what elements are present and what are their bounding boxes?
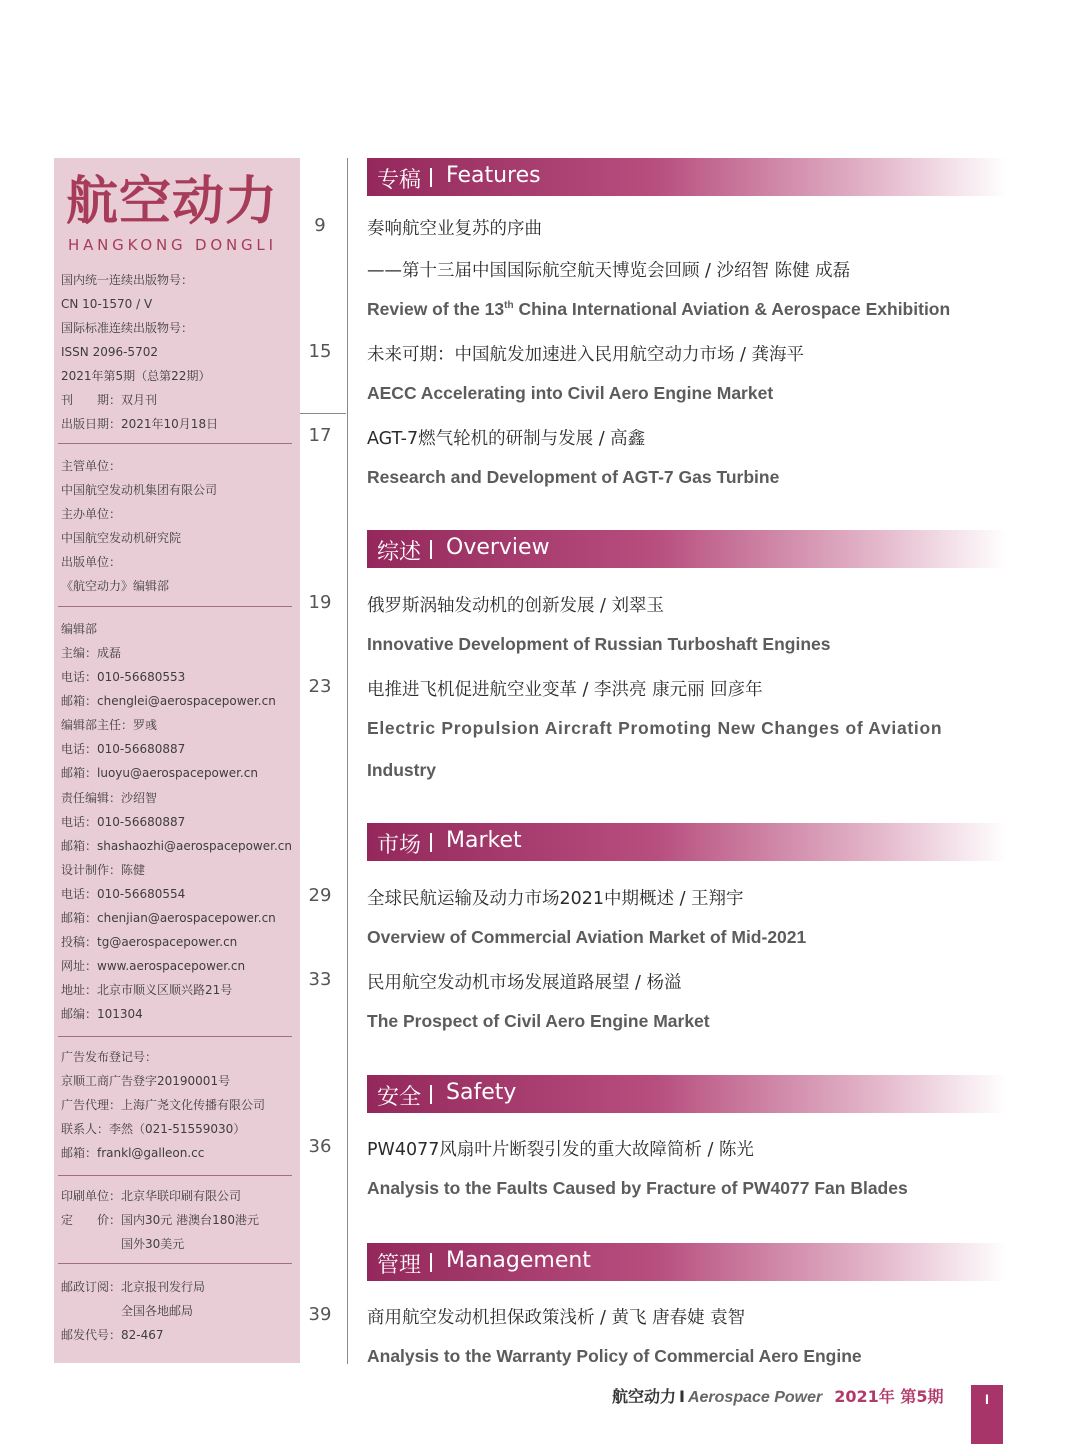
article-title-en[interactable]: AECC Accelerating into Civil Aero Engine Market	[367, 383, 774, 403]
section-title-separator	[430, 833, 432, 852]
toc-page-number: 19	[308, 592, 332, 613]
publisher-info-line: 中国航空发动机集团有限公司	[61, 483, 218, 497]
article-title-en[interactable]: Analysis to the Faults Caused by Fracture of PW4077 Fan Blades	[367, 1178, 908, 1198]
article-subtitle-zh[interactable]: ——第十三届中国国际航空航天博览会回顾 / 沙绍智 陈健 成磊	[367, 261, 851, 281]
article-title-en[interactable]: Innovative Development of Russian Turboshaft Engines	[367, 634, 831, 654]
section-title-separator	[430, 168, 432, 187]
article-title-zh[interactable]: AGT-7燃气轮机的研制与发展 / 高鑫	[367, 429, 646, 449]
section-title-zh: 专稿	[377, 168, 422, 193]
section-title-separator	[430, 1253, 432, 1272]
publication-info-line: 国际标准连续出版物号：	[61, 321, 194, 335]
section-title-zh: 市场	[377, 833, 422, 858]
magazine-logo-pinyin: HANGKONG DONGLI	[68, 236, 277, 254]
publisher-info-line: 出版单位：	[61, 555, 122, 569]
page-footer	[612, 1384, 944, 1408]
ordinal-suffix: th	[504, 300, 514, 312]
sidebar-divider	[58, 443, 292, 444]
printing-info-line: 印刷单位：北京华联印刷有限公司	[61, 1189, 242, 1203]
footer-magazine-name: 航空动力	[612, 1387, 677, 1406]
section-header-overview	[367, 530, 1007, 568]
publication-info-line: 刊 期：双月刊	[61, 393, 158, 407]
advertising-info-line: 广告代理：上海广尧文化传播有限公司	[61, 1098, 266, 1112]
sidebar-divider	[58, 1036, 292, 1037]
article-title-zh[interactable]: 商用航空发动机担保政策浅析 / 黄飞 唐春婕 袁智	[367, 1308, 746, 1328]
editorial-info-line: 电话：010-56680554	[61, 887, 186, 901]
article-title-en-continued[interactable]: Industry	[367, 760, 437, 780]
section-title-en: Management	[446, 1248, 591, 1273]
section-header-features	[367, 158, 1007, 196]
article-title-en[interactable]	[367, 299, 950, 320]
advertising-info-line: 京顺工商广告登字20190001号	[61, 1074, 231, 1088]
section-title-zh: 管理	[377, 1253, 422, 1278]
toc-page-number: 36	[308, 1136, 332, 1157]
article-title-zh[interactable]: 未来可期：中国航发加速进入民用航空动力市场 / 龚海平	[367, 345, 805, 365]
magazine-logo: 航空动力	[66, 172, 279, 232]
toc-page-number: 33	[308, 969, 332, 990]
article-title-zh[interactable]: 全球民航运输及动力市场2021中期概述 / 王翔宇	[367, 889, 744, 909]
section-title-separator	[430, 540, 432, 559]
publisher-info-line: 主办单位：	[61, 507, 122, 521]
section-title-zh: 安全	[377, 1085, 422, 1110]
publication-info-line: CN 10-1570 / V	[61, 297, 153, 311]
article-title-en[interactable]: Research and Development of AGT-7 Gas Turbine	[367, 467, 780, 487]
editorial-info-line: 电话：010-56680887	[61, 742, 186, 756]
section-header-management	[367, 1243, 1007, 1281]
toc-divider-line	[347, 158, 348, 1364]
article-title-zh[interactable]: PW4077风扇叶片断裂引发的重大故障简析 / 陈光	[367, 1140, 754, 1160]
publisher-info-line: 中国航空发动机研究院	[61, 531, 182, 545]
editorial-info-line: 电话：010-56680553	[61, 670, 186, 684]
subscription-info-line: 邮政订阅：北京报刊发行局	[61, 1280, 206, 1294]
editorial-info-line: 邮编：101304	[61, 1007, 143, 1021]
section-title-en: Features	[446, 163, 541, 188]
masthead-sidebar	[54, 158, 300, 1363]
article-title-en[interactable]: The Prospect of Civil Aero Engine Market	[367, 1011, 710, 1031]
advertising-info-line: 邮箱：frankl@galleon.cc	[61, 1146, 205, 1160]
editorial-info-line: 邮箱：shashaozhi@aerospacepower.cn	[61, 839, 292, 853]
section-title-zh: 综述	[377, 540, 422, 565]
article-title-zh[interactable]: 民用航空发动机市场发展道路展望 / 杨溢	[367, 973, 682, 993]
section-title-separator	[430, 1085, 432, 1104]
section-title-en: Overview	[446, 535, 550, 560]
subscription-info-line: 全国各地邮局	[61, 1304, 194, 1318]
publication-info-line: ISSN 2096-5702	[61, 345, 158, 359]
footer-separator: I	[679, 1387, 685, 1406]
editorial-info-line: 邮箱：chenglei@aerospacepower.cn	[61, 694, 276, 708]
publication-info-line: 国内统一连续出版物号：	[61, 273, 194, 287]
printing-info-line: 定 价：国内30元 港澳台180港元	[61, 1213, 259, 1227]
toc-page-number: 17	[308, 425, 332, 446]
advertising-info-line: 联系人：李然（021-51559030）	[61, 1122, 246, 1136]
page-number-divider	[300, 413, 346, 414]
sidebar-divider	[58, 1175, 292, 1176]
article-title-en-part: China International Aviation & Aerospace Exhibition	[513, 299, 951, 319]
subscription-info-line: 邮发代号：82-467	[61, 1328, 164, 1342]
editorial-info-line: 编辑部	[61, 622, 98, 636]
editorial-info-line: 电话：010-56680887	[61, 815, 186, 829]
editorial-info-line: 邮箱：chenjian@aerospacepower.cn	[61, 911, 276, 925]
publisher-info-line: 主管单位：	[61, 459, 122, 473]
article-title-en[interactable]: Electric Propulsion Aircraft Promoting New Changes of Aviation	[367, 718, 943, 738]
toc-page-number: 9	[314, 215, 326, 236]
sidebar-divider	[58, 1263, 292, 1264]
article-title-zh[interactable]: 奏响航空业复苏的序曲	[367, 219, 542, 239]
page-number-tab: I	[971, 1385, 1003, 1444]
editorial-info-line: 邮箱：luoyu@aerospacepower.cn	[61, 766, 258, 780]
advertising-info-line: 广告发布登记号：	[61, 1050, 158, 1064]
section-title-en: Safety	[446, 1080, 517, 1105]
editorial-info-line: 责任编辑：沙绍智	[61, 791, 158, 805]
publisher-info-line: 《航空动力》编辑部	[61, 579, 170, 593]
article-title-en[interactable]: Analysis to the Warranty Policy of Commercial Aero Engine	[367, 1346, 862, 1366]
editorial-info-line: 设计制作：陈健	[61, 863, 146, 877]
toc-page-number: 29	[308, 885, 332, 906]
toc-page-number: 15	[308, 341, 332, 362]
section-header-market	[367, 823, 1007, 861]
editorial-info-line: 地址：北京市顺义区顺兴路21号	[61, 983, 233, 997]
article-title-zh[interactable]: 电推进飞机促进航空业变革 / 李洪亮 康元丽 回彦年	[367, 680, 763, 700]
publication-info-line: 2021年第5期（总第22期）	[61, 369, 211, 383]
footer-english-name: Aerospace Power	[687, 1389, 823, 1406]
publication-info-line: 出版日期：2021年10月18日	[61, 417, 219, 431]
editorial-info-line: 主编：成磊	[61, 646, 122, 660]
toc-page-number: 39	[308, 1304, 332, 1325]
printing-info-line: 国外30美元	[61, 1237, 185, 1251]
section-title-en: Market	[446, 828, 522, 853]
article-title-en-part: Review of the 13	[367, 299, 505, 319]
footer-issue: 2021年 第5期	[834, 1387, 944, 1406]
section-header-safety	[367, 1075, 1007, 1113]
article-title-zh[interactable]: 俄罗斯涡轴发动机的创新发展 / 刘翠玉	[367, 596, 665, 616]
editorial-info-line: 投稿：tg@aerospacepower.cn	[61, 935, 238, 949]
editorial-info-line: 编辑部主任：罗彧	[61, 718, 158, 732]
toc-page-number: 23	[308, 676, 332, 697]
sidebar-divider	[58, 606, 292, 607]
editorial-info-line: 网址：www.aerospacepower.cn	[61, 959, 246, 973]
article-title-en[interactable]: Overview of Commercial Aviation Market of Mid-2021	[367, 927, 807, 947]
